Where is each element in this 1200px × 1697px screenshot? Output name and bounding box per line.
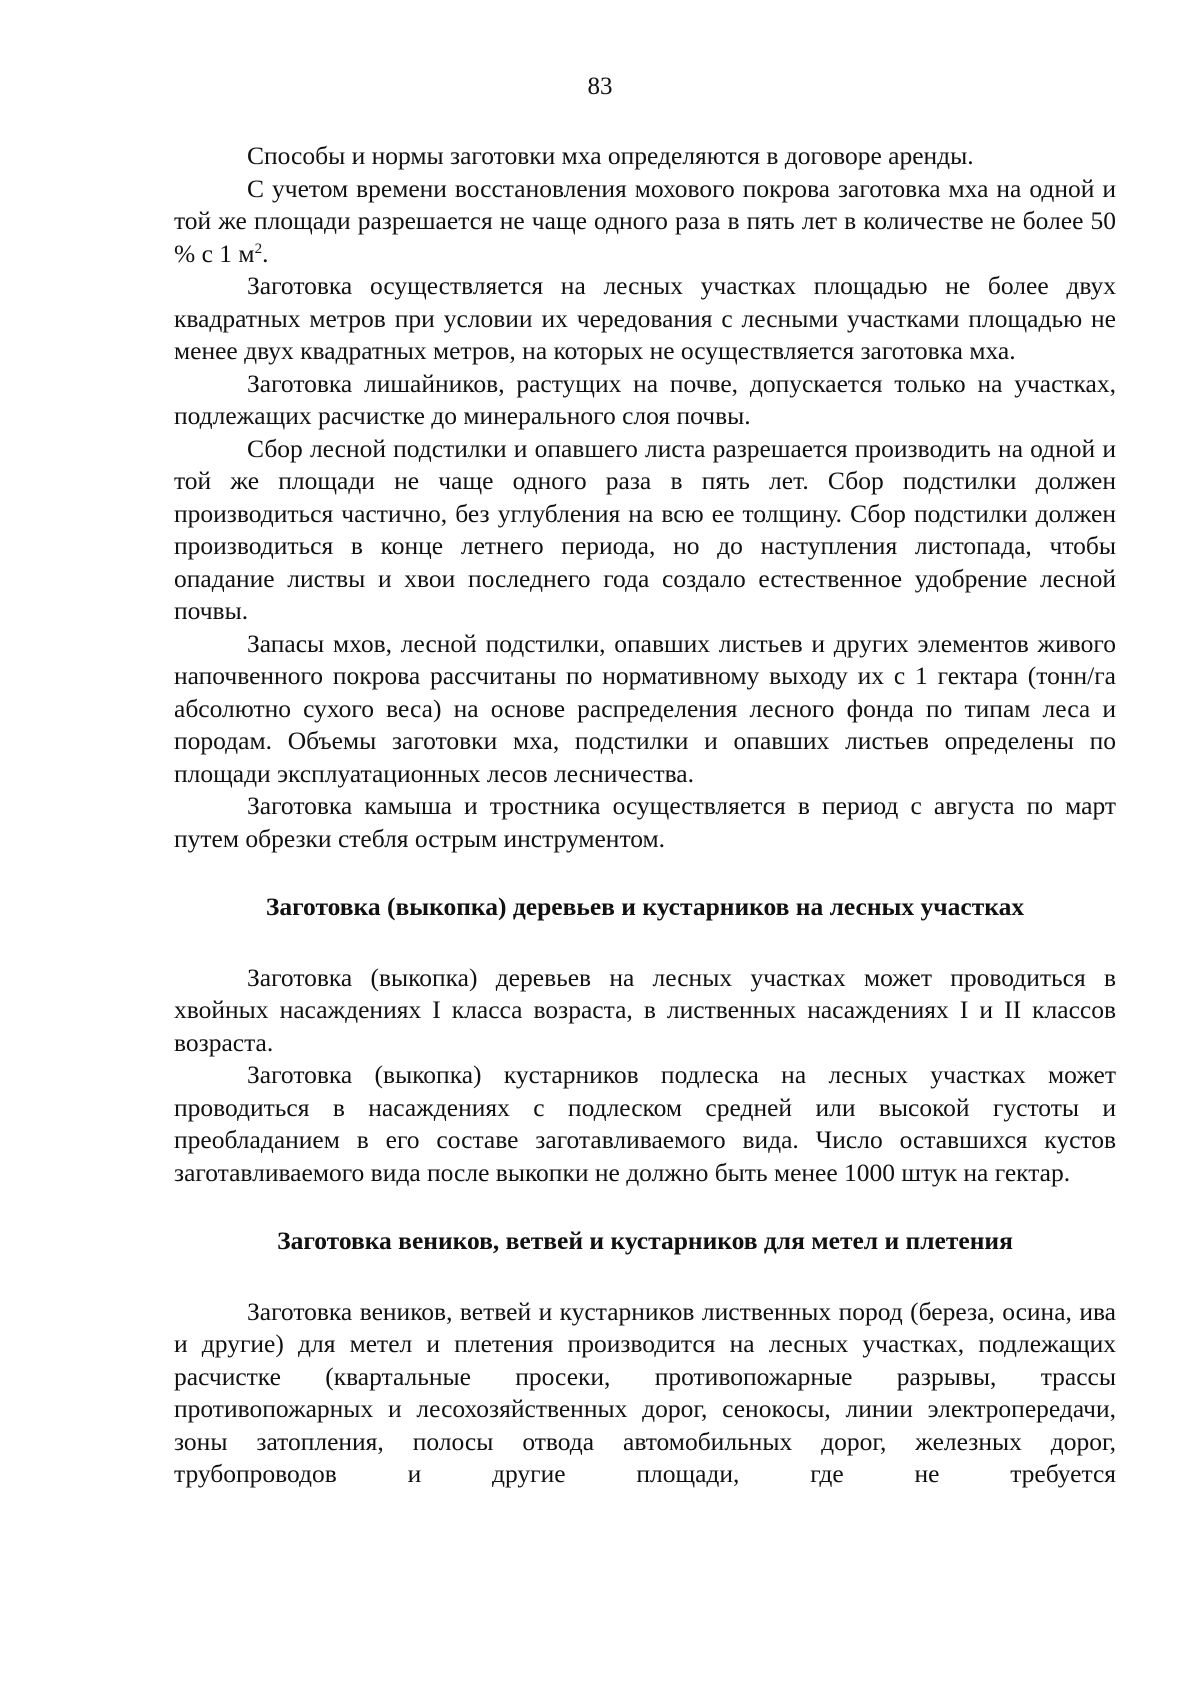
paragraph-reserves: Запасы мхов, лесной подстилки, опавших листьев и других элементов живого напочвенного покрова рассчитаны по нормативному выходу их с 1 гектара (тонн/га абсолютно сухого веса) на основе распределения лесного фонда по типам леса и породам. Объемы заготовки мха, подстилки и опавших листьев определены по площади эксплуатационных лесов лесничества. (174, 628, 1116, 788)
document-body (174, 140, 1116, 1491)
paragraph-moss-methods: Способы и нормы заготовки мха определяются в договоре аренды. (247, 141, 974, 170)
paragraph-litter-collection: Сбор лесной подстилки и опавшего листа разрешается производить на одной и той же площади не чаще одного раза в пять лет. Сбор подстилки должен производиться частично, без углубления на всю ее толщину. Сбор подстилки должен производиться в конце летнего периода, но до наступления листопада, чтобы опадание листвы и хвои последнего года создало естественное удобрение лесной почвы. (174, 433, 1116, 625)
heading-trees-shrubs: Заготовка (выкопка) деревьев и кустарников на лесных участках (265, 892, 1025, 921)
paragraph-brooms: Заготовка веников, ветвей и кустарников лиственных пород (береза, осина, ива и другие) для метел и плетения производится на лесных участках, подлежащих расчистке (квартальные просеки, противопожарные разрывы, трассы противопожарных и лесохозяйственных дорог, сенокосы, линии электропередачи, зоны затопления, полосы отвода автомобильных дорог, железных дорог, трубопроводов и другие площади, где не требуется (174, 1296, 1116, 1488)
square-meter-superscript: 2 (254, 240, 263, 257)
paragraph-tree-digging: Заготовка (выкопка) деревьев на лесных участках может проводиться в хвойных насаждениях I класса возраста, в лиственных насаждениях I и II классов возраста. (174, 962, 1116, 1057)
paragraph-moss-restoration (174, 173, 1116, 271)
page-number: 83 (587, 73, 613, 100)
paragraph-moss-restoration-end: . (262, 238, 269, 268)
heading-brooms-branches: Заготовка веников, ветвей и кустарников для метел и плетения (277, 1226, 1013, 1255)
paragraph-reed: Заготовка камыша и тростника осуществляется в период с августа по март путем обрезки стебля острым инструментом. (174, 791, 1116, 853)
paragraph-lichens: Заготовка лишайников, растущих на почве, допускается только на участках, подлежащих расчистке до минерального слоя почвы. (174, 368, 1116, 430)
paragraph-moss-restoration-text: С учетом времени восстановления мохового покрова заготовка мха на одной и той же площади разрешается не чаще одного раза в пять лет в количестве не более 50 % с 1 м (174, 173, 1116, 268)
paragraph-plot-size: Заготовка осуществляется на лесных участках площадью не более двух квадратных метров при условии их чередования с лесными участками площадью не менее двух квадратных метров, на которых не осуществляется заготовка мха. (174, 271, 1116, 365)
paragraph-shrub-digging: Заготовка (выкопка) кустарников подлеска на лесных участках может проводиться в насаждениях с подлеском средней или высокой густоты и преобладанием в его составе заготавливаемого вида. Число оставшихся кустов заготавливаемого вида после выкопки не должно быть менее 1000 штук на гектар. (174, 1060, 1116, 1187)
